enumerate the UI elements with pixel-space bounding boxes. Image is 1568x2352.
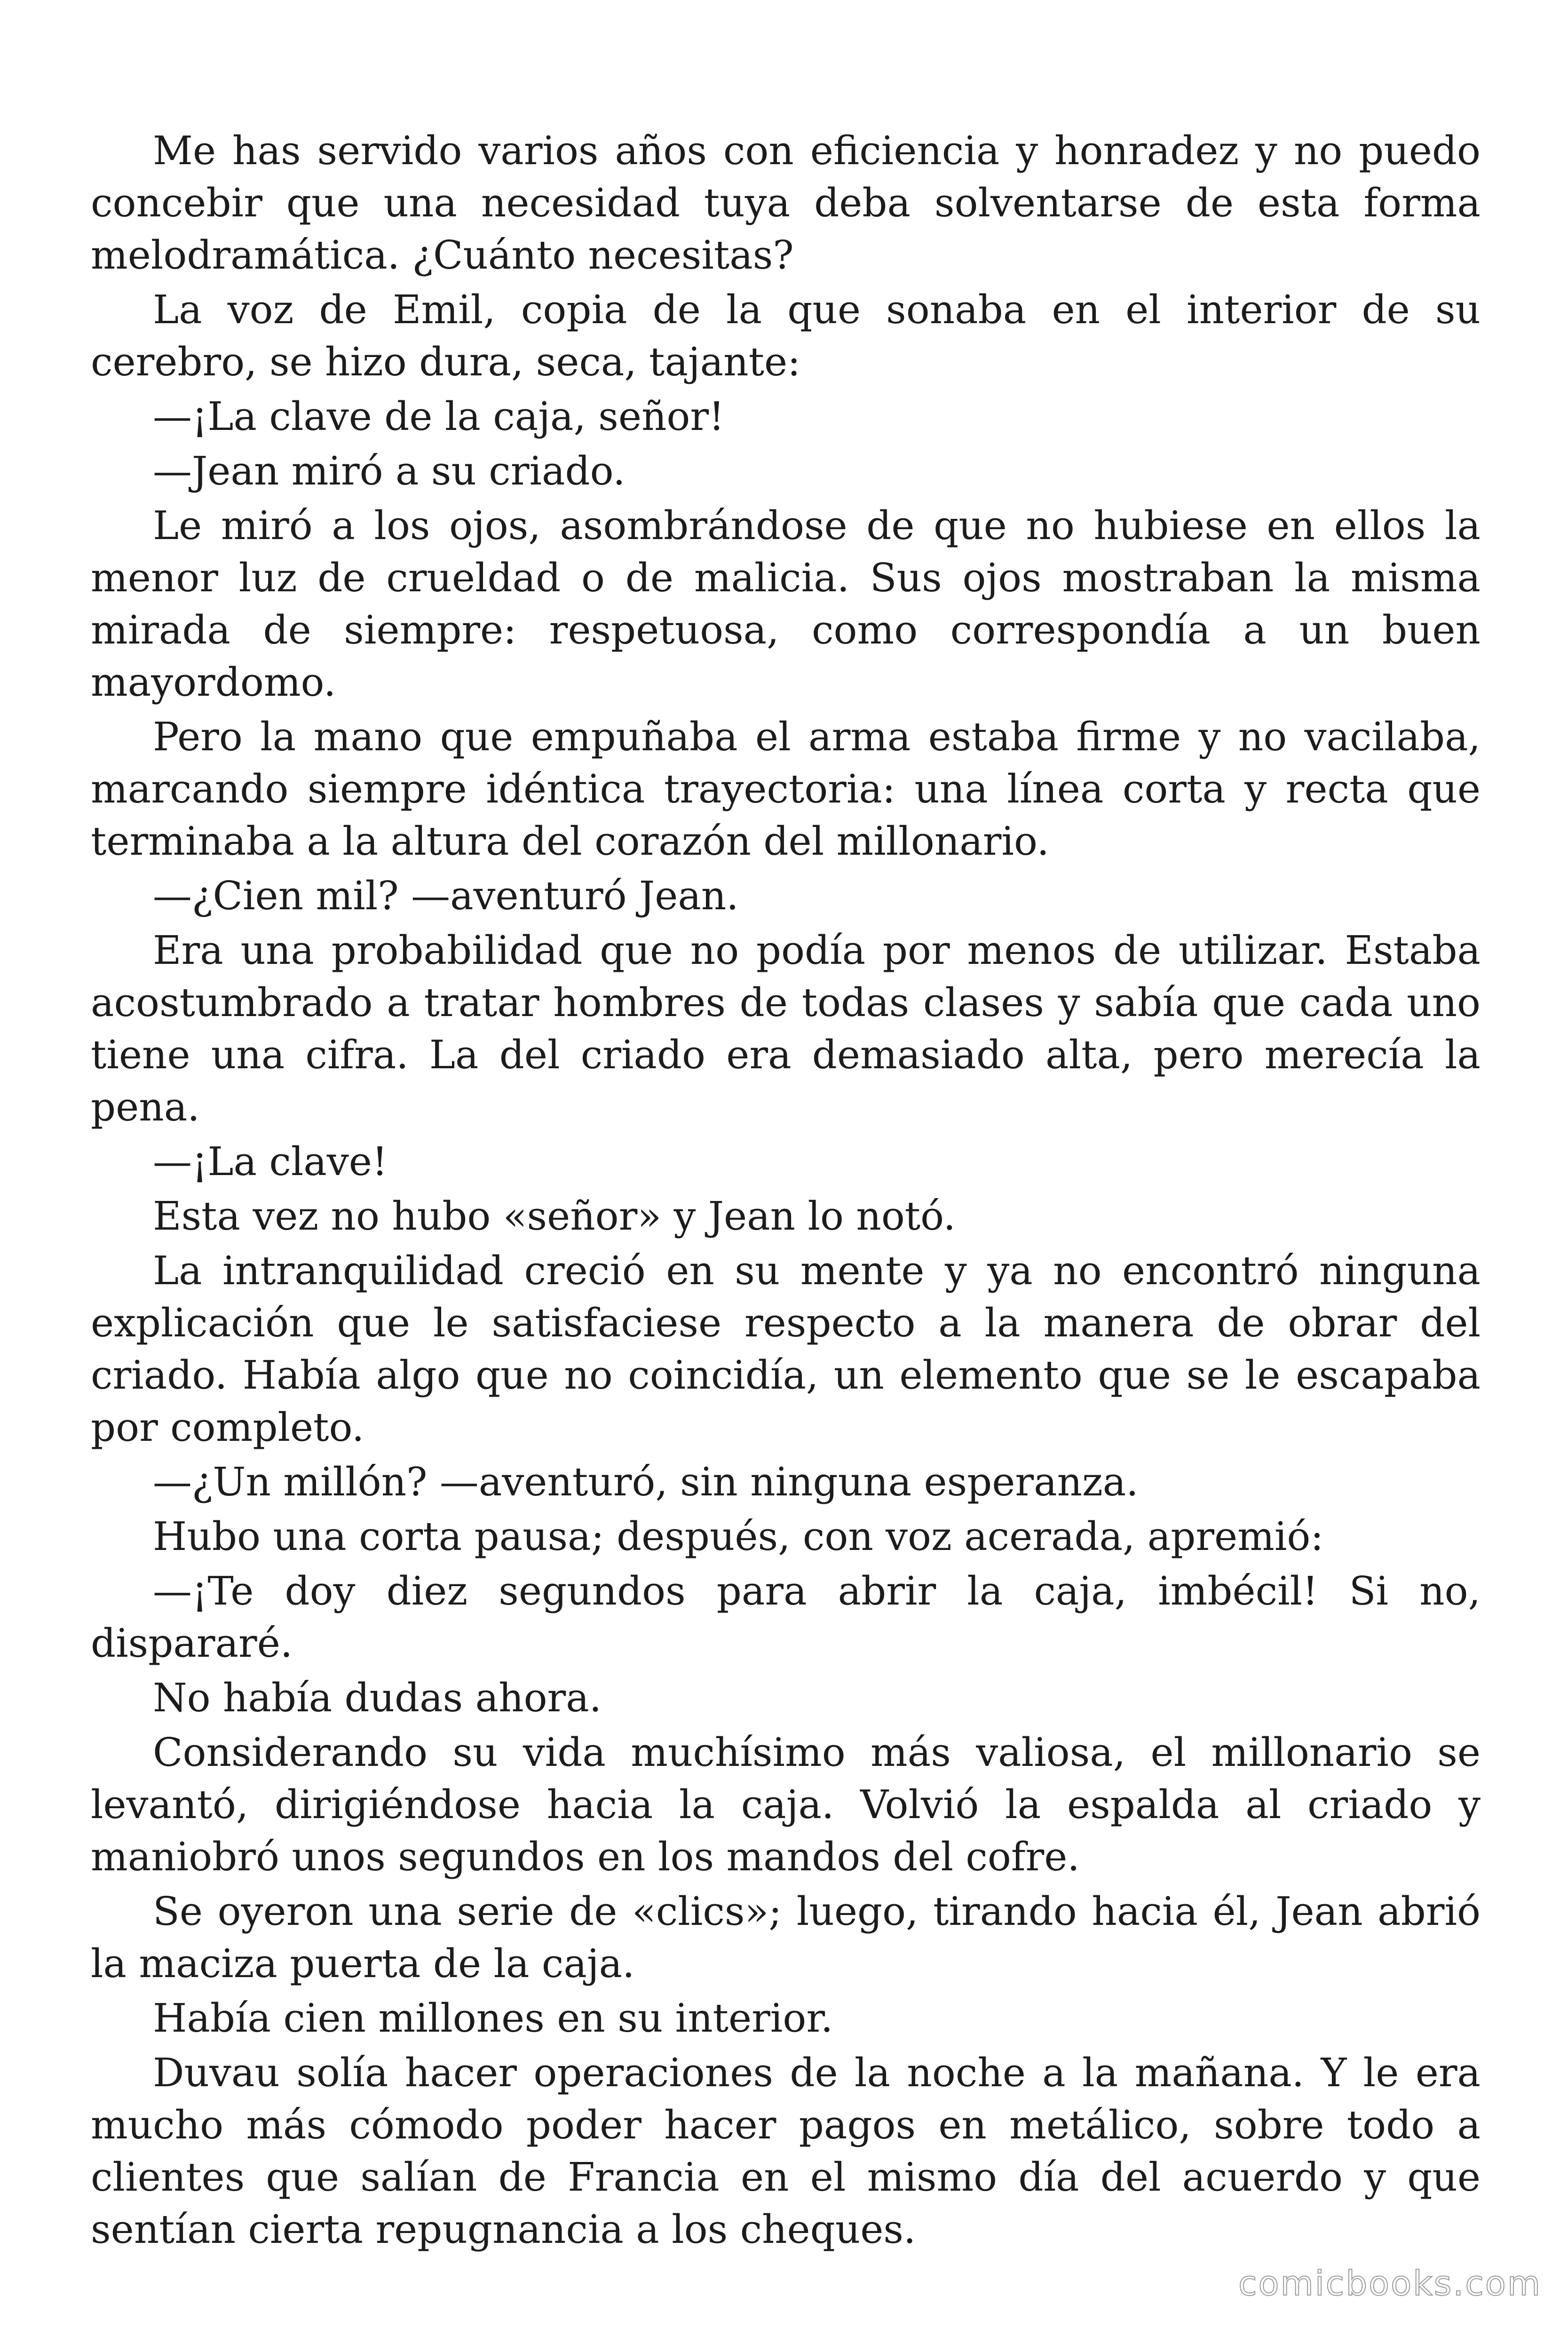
paragraph: La intranquilidad creció en su mente y ya no encontró ninguna explicación que le satisfaciese respecto a la manera de obrar del criado. Había algo que no coincidía, un elemento que se le escapaba por completo. — [91, 1248, 1481, 1450]
paragraph: Le miró a los ojos, asombrándose de que no hubiese en ellos la menor luz de crueldad o de malicia. Sus ojos mostraban la misma mirada de siempre: respetuosa, como correspondía a un buen mayordomo. — [91, 503, 1481, 705]
paragraph: No había dudas ahora. — [153, 1675, 602, 1721]
body-text — [91, 125, 1481, 2258]
paragraph: Era una probabilidad que no podía por menos de utilizar. Estaba acostumbrado a tratar hombres de todas clases y sabía que cada uno tiene una cifra. La del criado era demasiado alta, pero merecía la pena. — [91, 928, 1481, 1130]
paragraph: —¡Te doy diez segundos para abrir la caja, imbécil! Si no, dispararé. — [91, 1568, 1481, 1666]
paragraph: Pero la mano que empuñaba el arma estaba firme y no vacilaba, marcando siempre idéntica trayectoria: una línea corta y recta que terminaba a la altura del corazón del millonario. — [91, 714, 1481, 864]
watermark: comicbooks.com — [1238, 2264, 1542, 2303]
paragraph: —¡La clave de la caja, señor! — [153, 394, 725, 439]
paragraph: Había cien millones en su interior. — [153, 1995, 833, 2041]
paragraph: Se oyeron una serie de «clics»; luego, tirando hacia él, Jean abrió la maciza puerta de la caja. — [91, 1889, 1481, 1986]
paragraph: Esta vez no hubo «señor» y Jean lo notó. — [153, 1193, 956, 1239]
paragraph: Duvau solía hacer operaciones de la noche a la mañana. Y le era mucho más cómodo poder hacer pagos en metálico, sobre todo a clientes que salían de Francia en el mismo día del acuerdo y que sentían cierta repugnancia a los cheques. — [91, 2050, 1481, 2252]
paragraph: La voz de Emil, copia de la que sonaba en el interior de su cerebro, se hizo dura, seca, tajante: — [91, 287, 1481, 385]
paragraph: Hubo una corta pausa; después, con voz acerada, apremió: — [153, 1514, 1324, 1559]
paragraph: —¿Cien mil? —aventuró Jean. — [153, 873, 739, 919]
paragraph: —Jean miró a su criado. — [153, 448, 626, 494]
paragraph: Considerando su vida muchísimo más valiosa, el millonario se levantó, dirigiéndose hacia la caja. Volvió la espalda al criado y maniobró unos segundos en los mandos del cofre. — [91, 1730, 1481, 1880]
paragraph: —¡La clave! — [153, 1139, 388, 1184]
paragraph: Me has servido varios años con eficiencia y honradez y no puedo concebir que una necesidad tuya deba solventarse de esta forma melodramática. ¿Cuánto necesitas? — [91, 128, 1481, 278]
paragraph: —¿Un millón? —aventuró, sin ninguna esperanza. — [153, 1459, 1139, 1505]
